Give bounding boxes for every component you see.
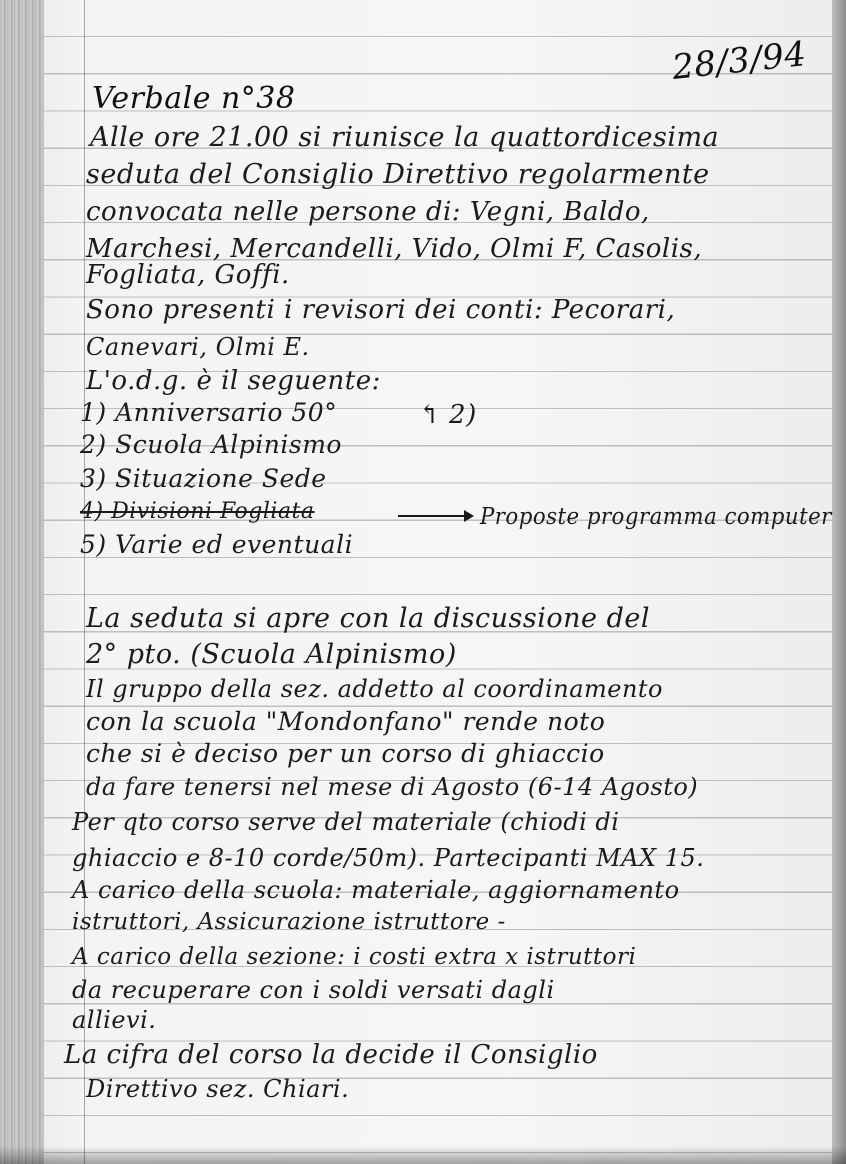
text-line: convocata nelle persone di: Vegni, Baldo,: [86, 197, 650, 227]
text-line: Per qto corso serve del materiale (chiodi di: [72, 808, 620, 836]
text-line: La seduta si apre con la discussione del: [86, 603, 650, 634]
date: 28/3/94: [670, 34, 809, 88]
agenda-swap-mark: ↰ 2): [418, 400, 477, 430]
agenda-item: 5) Varie ed eventuali: [80, 530, 354, 559]
text-line: ghiaccio e 8-10 corde/50m). Partecipanti MAX 15.: [72, 844, 705, 872]
text-line: Alle ore 21.00 si riunisce la quattordicesima: [90, 122, 720, 153]
text-line: L'o.d.g. è il seguente:: [86, 366, 381, 396]
text-line: Fogliata, Goffi.: [86, 260, 290, 290]
notebook-binding: [0, 0, 44, 1164]
page-edge: [832, 0, 846, 1164]
bleed-through-ink: [620, 80, 830, 840]
agenda-item: 2) Scuola Alpinismo: [80, 430, 342, 459]
text-line: allievi.: [72, 1006, 157, 1034]
text-line: che si è deciso per un corso di ghiaccio: [86, 739, 605, 768]
agenda-item: 1) Anniversario 50°: [80, 398, 338, 427]
text-line: Direttivo sez. Chiari.: [86, 1075, 350, 1103]
text-line: Il gruppo della sez. addetto al coordinamento: [86, 675, 664, 703]
text-line: seduta del Consiglio Direttivo regolarmente: [86, 159, 710, 190]
agenda-note: Proposte programma computer: [480, 504, 832, 530]
text-line: A carico della scuola: materiale, aggiornamento: [72, 876, 680, 904]
text-line: Sono presenti i revisori dei conti: Pecorari,: [86, 295, 676, 325]
page-bottom-shadow: [0, 1146, 846, 1164]
text-line: da recuperare con i soldi versati dagli: [72, 976, 555, 1004]
text-line: La cifra del corso la decide il Consiglio: [64, 1040, 598, 1070]
agenda-item-struck: 4) Divisioni Fogliata: [80, 499, 315, 524]
text-line: A carico della sezione: i costi extra x istruttori: [72, 944, 637, 970]
text-line: Marchesi, Mercandelli, Vido, Olmi F, Casolis,: [86, 234, 703, 264]
text-line: istruttori, Assicurazione istruttore -: [72, 909, 506, 935]
text-line: Canevari, Olmi E.: [86, 333, 310, 361]
page-title: Verbale n°38: [92, 81, 296, 116]
arrow-icon: [396, 506, 476, 526]
text-line: con la scuola "Mondonfano" rende noto: [86, 707, 606, 736]
text-line: 2° pto. (Scuola Alpinismo): [86, 639, 457, 670]
text-line: da fare tenersi nel mese di Agosto (6-14 Agosto): [86, 773, 699, 801]
agenda-item: 3) Situazione Sede: [80, 464, 327, 493]
